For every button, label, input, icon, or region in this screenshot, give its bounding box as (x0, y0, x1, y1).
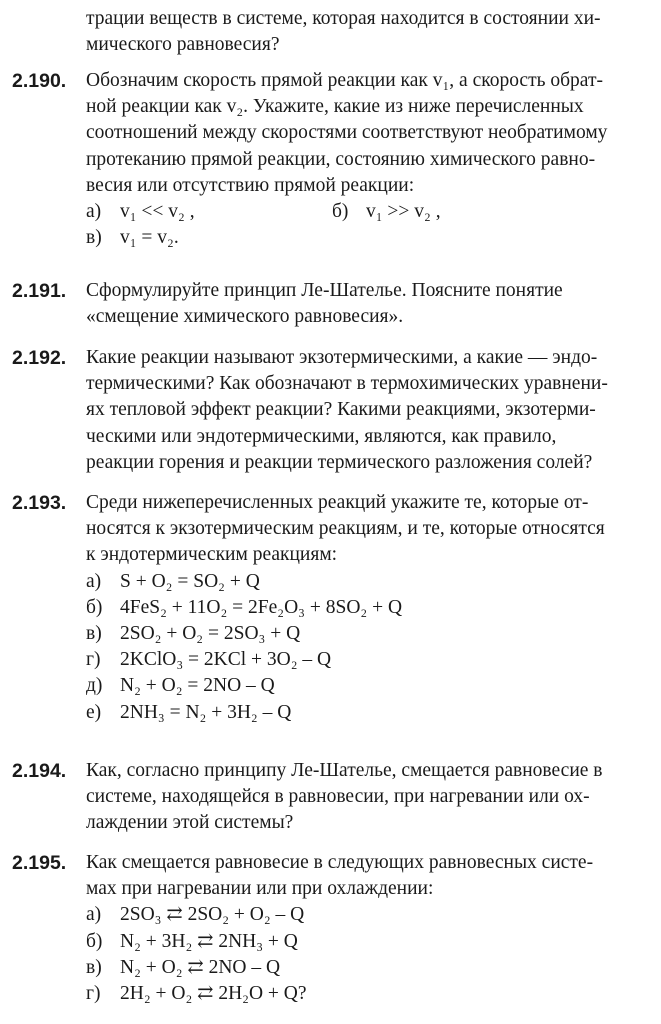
problem-2-194 (0, 758, 661, 837)
text-line: ческими или эндотермическими, являются, как правило, (86, 425, 557, 447)
text-line: системе, находящейся в равновесии, при нагревании или ох- (86, 786, 590, 808)
text-line: к эндотермическим реакциям: (86, 544, 338, 566)
problem-2-190 (0, 68, 661, 251)
text-line: Сформулируйте принцип Ле-Шателье. Поясните понятие (86, 280, 563, 301)
problem-text (86, 850, 652, 902)
option-expression: N₂ + 3H₂ ⇄ 2NH₃ + Q (120, 930, 298, 952)
text-line: весия или отсутствию прямой реакции: (86, 174, 415, 196)
text-line: ной реакции как v₂. Укажите, какие из ниже перечисленных (86, 96, 584, 118)
option-row (86, 700, 652, 726)
problem-number: 2.195. (12, 852, 67, 874)
option-label: г) (86, 983, 101, 1005)
option-expression: v₁ >> v₂ , (366, 201, 441, 223)
text-line: протеканию прямой реакции, состоянию химического равно- (86, 148, 596, 170)
text-line: Среди нижеперечисленных реакций укажите те, которые от- (86, 492, 589, 513)
problem-2-191 (0, 278, 661, 330)
options (86, 199, 652, 251)
text-line: Какие реакции называют экзотермическими, а какие — эндо- (86, 347, 598, 368)
option-label: в) (86, 227, 102, 249)
problem-2-192 (0, 345, 661, 476)
problem-number: 2.192. (12, 347, 67, 369)
problem-2-195 (0, 850, 661, 1007)
text-line: трации веществ в системе, которая находится в состоянии хи- (86, 8, 601, 29)
text-line: Обозначим скорость прямой реакции как v₁, а скорость обрат- (86, 70, 603, 91)
option-row (86, 673, 652, 699)
option-label: г) (86, 649, 101, 671)
option-label: е) (86, 701, 102, 723)
options (86, 569, 652, 726)
text-line: мах при нагревании или при охлаждении: (86, 878, 434, 900)
problem-text (86, 345, 652, 476)
option-row (86, 225, 652, 251)
option-expression: N₂ + O₂ ⇄ 2NO – Q (120, 956, 281, 978)
option-label: а) (86, 570, 102, 592)
problem-text (86, 758, 652, 837)
option-expression: v₁ << v₂ , (120, 201, 195, 223)
option-expression: 2KClO₃ = 2KCl + 3O₂ – Q (120, 649, 332, 671)
problem-text (86, 68, 652, 199)
option-expression: 2SO₂ + O₂ = 2SO₃ + Q (120, 623, 301, 645)
option-label: а) (86, 201, 102, 223)
text-line: ях тепловой эффект реакции? Какими реакциями, экзотерми- (86, 399, 596, 421)
option-row (86, 199, 652, 225)
intro-fragment (86, 6, 652, 58)
problem-text (86, 490, 652, 569)
text-line: «смещение химического равновесия». (86, 306, 404, 328)
problem-number: 2.193. (12, 492, 67, 514)
text-line: лаждении этой системы? (86, 812, 294, 834)
option-label: а) (86, 904, 102, 926)
option-label: в) (86, 623, 102, 645)
option-label: д) (86, 675, 103, 697)
option-row (86, 955, 652, 981)
option-row (86, 981, 652, 1007)
problem-text (86, 278, 652, 330)
text-line: реакции горения и реакции термического разложения солей? (86, 451, 593, 473)
problem-2-193 (0, 490, 661, 726)
option-expression: 2NH₃ = N₂ + 3H₂ – Q (120, 701, 292, 723)
problem-number: 2.191. (12, 280, 67, 302)
text-line: Как, согласно принципу Ле-Шателье, смещается равновесие в (86, 760, 603, 781)
option-row (86, 569, 652, 595)
text-line: носятся к экзотермическим реакциям, и те, которые относятся (86, 518, 605, 540)
option-row (86, 902, 652, 928)
option-expression: v₁ = v₂. (120, 227, 179, 249)
option-row (86, 595, 652, 621)
options (86, 902, 652, 1007)
text-line: Как смещается равновесие в следующих равновесных систе- (86, 852, 594, 873)
option-label: б) (86, 596, 103, 618)
text-line: термическими? Как обозначают в термохимических уравнени- (86, 373, 608, 395)
problem-number: 2.194. (12, 760, 67, 782)
option-row (86, 647, 652, 673)
option-row (86, 929, 652, 955)
option-label: б) (332, 201, 349, 223)
option-label: в) (86, 956, 102, 978)
problem-number: 2.190. (12, 70, 67, 92)
text-line: мического равновесия? (86, 34, 280, 56)
option-label: б) (86, 930, 103, 952)
option-expression: S + O₂ = SO₂ + Q (120, 570, 260, 592)
option-expression: 4FeS₂ + 11O₂ = 2Fe₂O₃ + 8SO₂ + Q (120, 596, 403, 618)
option-expression: 2H₂ + O₂ ⇄ 2H₂O + Q? (120, 983, 307, 1005)
text-line: соотношений между скоростями соответствуют необратимому (86, 122, 608, 144)
option-row (86, 621, 652, 647)
option-expression: N₂ + O₂ = 2NO – Q (120, 675, 275, 697)
option-expression: 2SO₃ ⇄ 2SO₂ + O₂ – Q (120, 904, 305, 926)
